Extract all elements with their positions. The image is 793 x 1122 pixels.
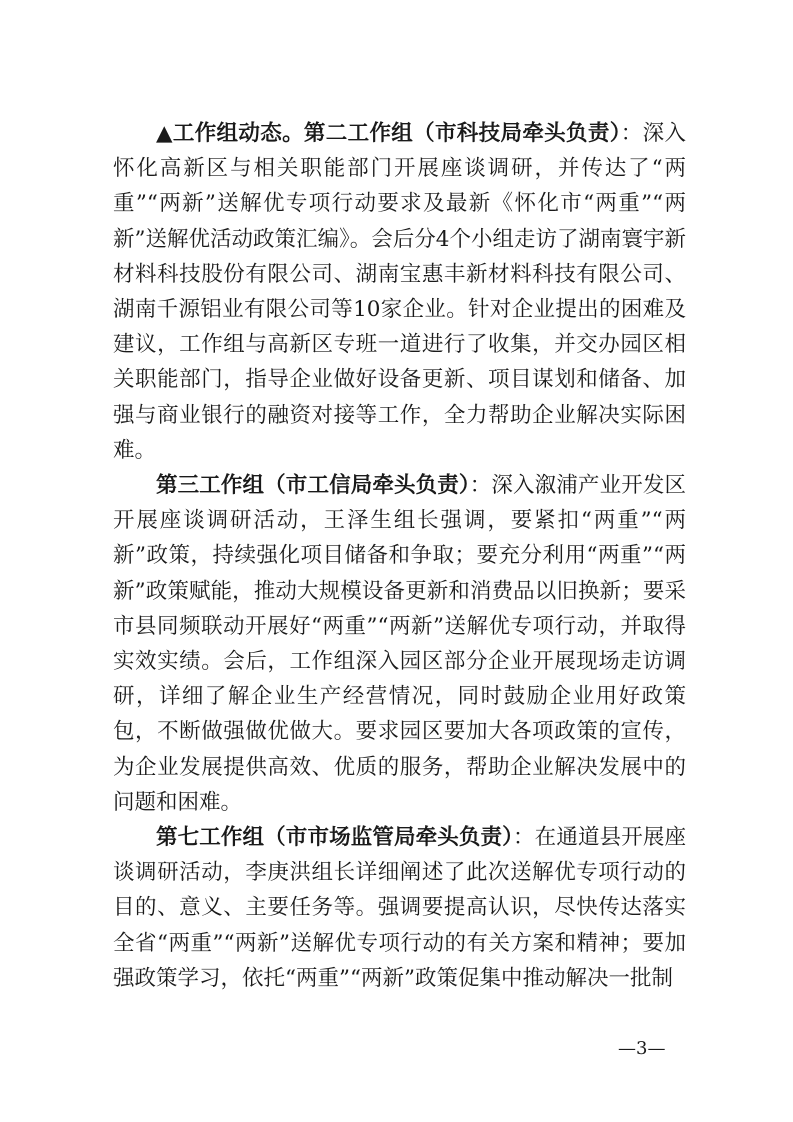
paragraph-group-7 xyxy=(113,820,686,996)
paragraph-heading: 第七工作组（市市场监管局牵头负责） xyxy=(156,825,514,851)
paragraph-heading: ▲工作组动态。第二工作组（市科技局牵头负责） xyxy=(156,121,621,146)
document-body xyxy=(113,116,686,996)
paragraph-text: ：深入怀化高新区与相关职能部门开展座谈调研，并传达了“两重”“两新”送解优专项行动要求及最新《怀化市“两重”“两新”送解优活动政策汇编》。会后分4个小组走访了湖南寰宇新材料科技股份有限公司、湖南宝惠丰新材料科技有限公司、湖南千源铝业有限公司等10家企业。针对企业提出的困难及建议，工作组与高新区专班一道进行了收集，并交办园区相关职能部门，指导企业做好设备更新、项目谋划和储备、加强与商业银行的融资对接等工作，全力帮助企业解决实际困难。 xyxy=(113,121,686,463)
paragraph-heading: 第三工作组（市工信局牵头负责） xyxy=(156,473,470,499)
paragraph-text: ：深入溆浦产业开发区开展座谈调研活动，王泽生组长强调，要紧扣“两重”“两新”政策，持续强化项目储备和争取；要充分利用“两重”“两新”政策赋能，推动大规模设备更新和消费品以旧换新；要采市县同频联动开展好“两重”“两新”送解优专项行动，并取得实效实绩。会后，工作组深入园区部分企业开展现场走访调研，详细了解企业生产经营情况，同时鼓励企业用好政策包，不断做强做优做大。要求园区要加大各项政策的宣传，为企业发展提供高效、优质的服务，帮助企业解决发展中的问题和困难。 xyxy=(113,473,686,815)
page-number: —3— xyxy=(618,1038,666,1059)
paragraph-group-2 xyxy=(113,116,686,468)
paragraph-group-3 xyxy=(113,468,686,820)
paragraph-text: ：在通道县开展座谈调研活动，李庚洪组长详细阐述了此次送解优专项行动的目的、意义、主要任务等。强调要提高认识，尽快传达落实全省“两重”“两新”送解优专项行动的有关方案和精神；要加强政策学习，依托“两重”“两新”政策促集中推动解决一批制 xyxy=(113,825,686,991)
